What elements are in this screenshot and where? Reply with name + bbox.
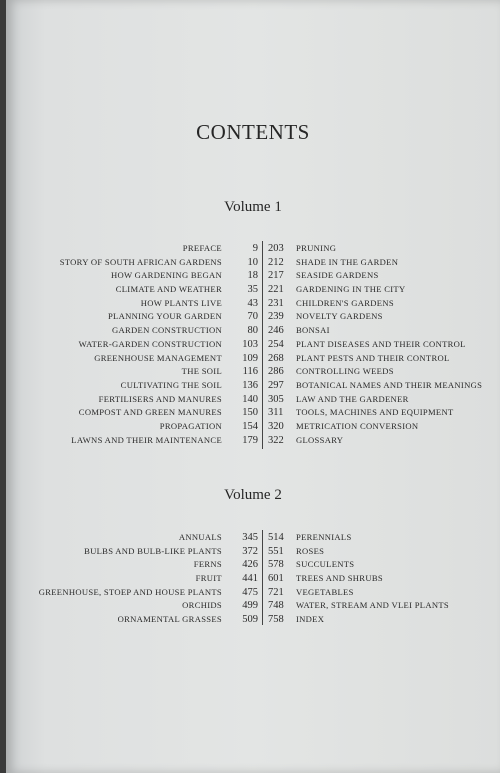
toc-entry-title: SEASIDE GARDENS <box>296 270 379 281</box>
toc-entry-page: 212 <box>268 256 284 268</box>
toc-entry-title: WATER, STREAM AND VLEI PLANTS <box>296 600 449 611</box>
toc-entry-title: PLANNING YOUR GARDEN <box>107 311 222 322</box>
toc-entry-page: 239 <box>268 311 284 323</box>
toc-entry-page: 268 <box>268 352 284 364</box>
toc-entry-page: 601 <box>268 573 284 585</box>
toc-entry-title: GLOSSARY <box>296 434 344 445</box>
toc-entry-page: 35 <box>247 284 258 296</box>
toc-entry-title: WATER-GARDEN CONSTRUCTION <box>78 338 222 349</box>
toc-entry-page: 116 <box>242 366 258 378</box>
volume-2-left-pages <box>232 531 258 627</box>
toc-entry-title: FRUIT <box>195 573 222 584</box>
toc-entry-title: PRUNING <box>296 243 337 253</box>
toc-entry-page: 748 <box>268 600 284 612</box>
toc-entry-title: LAWNS AND THEIR MAINTENANCE <box>71 434 222 445</box>
toc-entry-page: 578 <box>268 559 284 571</box>
toc-entry-page: 721 <box>268 586 284 598</box>
toc-entry-title: LAW AND THE GARDENER <box>296 393 409 404</box>
book-page <box>6 0 500 773</box>
toc-entry-title: HOW PLANTS LIVE <box>140 297 222 308</box>
toc-entry-page: 509 <box>242 614 258 626</box>
toc-entry-page: 297 <box>268 379 284 391</box>
toc-entry-page: 136 <box>242 379 258 391</box>
toc-entry-page: 80 <box>247 325 258 337</box>
toc-entry-page: 345 <box>242 532 258 543</box>
toc-entry-page: 203 <box>268 243 284 254</box>
toc-entry-page: 286 <box>268 366 284 378</box>
toc-entry-title: PREFACE <box>182 243 222 253</box>
volume-1-right-labels <box>296 242 496 447</box>
volume-2-right-pages <box>268 531 298 627</box>
toc-entry-page: 246 <box>268 325 284 337</box>
toc-entry-page: 10 <box>247 256 258 268</box>
toc-entry-title: STORY OF SOUTH AFRICAN GARDENS <box>59 256 222 267</box>
toc-entry-page: 551 <box>268 545 284 557</box>
toc-entry-page: 231 <box>268 297 284 309</box>
toc-entry-title: GARDENING IN THE CITY <box>296 284 406 295</box>
toc-entry-title: HOW GARDENING BEGAN <box>110 270 222 281</box>
toc-entry-page: 140 <box>242 393 258 405</box>
toc-entry-title: TOOLS, MACHINES AND EQUIPMENT <box>296 407 454 418</box>
toc-entry-page: 103 <box>242 338 258 350</box>
toc-entry-title: TREES AND SHRUBS <box>296 573 383 584</box>
volume-2-heading: Volume 2 <box>224 487 282 503</box>
toc-entry-title: GREENHOUSE, STOEP AND HOUSE PLANTS <box>38 586 222 597</box>
toc-entry-title: VEGETABLES <box>296 586 354 597</box>
toc-entry-title: ROSES <box>296 545 325 556</box>
page-title: CONTENTS <box>196 120 310 144</box>
toc-entry-title: SUCCULENTS <box>296 559 355 570</box>
toc-entry-title: CHILDREN'S GARDENS <box>296 297 394 308</box>
toc-entry-page: 43 <box>247 297 258 309</box>
toc-entry-title: ORCHIDS <box>182 600 222 611</box>
toc-entry-title: CONTROLLING WEEDS <box>296 366 394 377</box>
toc-entry-title: FERNS <box>193 559 222 570</box>
toc-entry-page: 499 <box>242 600 258 612</box>
toc-entry-page: 217 <box>268 270 284 282</box>
toc-entry-title: BOTANICAL NAMES AND THEIR MEANINGS <box>296 379 483 390</box>
toc-entry-title: INDEX <box>296 614 325 625</box>
toc-entry-page: 109 <box>242 352 258 364</box>
toc-entry-page: 475 <box>242 586 258 598</box>
volume-2-column-divider <box>262 530 263 625</box>
toc-entry-title: PERENNIALS <box>296 532 352 542</box>
toc-entry-page: 514 <box>268 532 284 543</box>
toc-entry-title: PLANT DISEASES AND THEIR CONTROL <box>296 338 466 349</box>
toc-entry-title: NOVELTY GARDENS <box>296 311 383 322</box>
toc-entry-page: 758 <box>268 614 284 626</box>
toc-entry-page: 311 <box>268 407 284 419</box>
toc-entry-page: 18 <box>247 270 258 282</box>
toc-entry-title: GREENHOUSE MANAGEMENT <box>94 352 222 363</box>
toc-entry-page: 372 <box>242 545 258 557</box>
toc-entry-page: 179 <box>242 434 258 446</box>
volume-1-left-labels <box>6 242 222 447</box>
toc-entry-title: COMPOST AND GREEN MANURES <box>78 407 222 418</box>
toc-entry-page: 154 <box>242 420 258 432</box>
volume-1-heading: Volume 1 <box>224 199 282 215</box>
toc-entry-title: PROPAGATION <box>159 420 222 431</box>
toc-entry-page: 322 <box>268 434 284 446</box>
toc-entry-title: SHADE IN THE GARDEN <box>296 256 399 267</box>
toc-entry-page: 150 <box>242 407 258 419</box>
toc-entry-title: METRICATION CONVERSION <box>296 420 419 431</box>
toc-entry-page: 426 <box>242 559 258 571</box>
toc-entry-title: ANNUALS <box>178 532 222 542</box>
volume-2-right-labels <box>296 531 496 627</box>
toc-entry-title: BULBS AND BULB-LIKE PLANTS <box>84 545 222 556</box>
volume-1-column-divider <box>262 241 263 449</box>
volume-2-left-labels <box>6 531 222 627</box>
toc-entry-page: 70 <box>247 311 258 323</box>
toc-entry-page: 221 <box>268 284 284 296</box>
toc-entry-title: ORNAMENTAL GRASSES <box>117 614 222 625</box>
toc-entry-page: 441 <box>242 573 258 585</box>
toc-entry-title: BONSAI <box>296 325 330 336</box>
toc-entry-title: FERTILISERS AND MANURES <box>98 393 222 404</box>
toc-entry-title: PLANT PESTS AND THEIR CONTROL <box>296 352 450 363</box>
toc-entry-page: 320 <box>268 420 284 432</box>
toc-entry-title: GARDEN CONSTRUCTION <box>111 325 222 336</box>
volume-1-right-pages <box>268 242 298 447</box>
toc-entry-title: CULTIVATING THE SOIL <box>120 379 222 390</box>
toc-entry-page: 9 <box>252 243 258 254</box>
toc-entry-page: 254 <box>268 338 284 350</box>
toc-entry-title: THE SOIL <box>181 366 222 377</box>
toc-entry-page: 305 <box>268 393 284 405</box>
volume-1-left-pages <box>232 242 258 447</box>
toc-entry-title: CLIMATE AND WEATHER <box>115 284 222 295</box>
